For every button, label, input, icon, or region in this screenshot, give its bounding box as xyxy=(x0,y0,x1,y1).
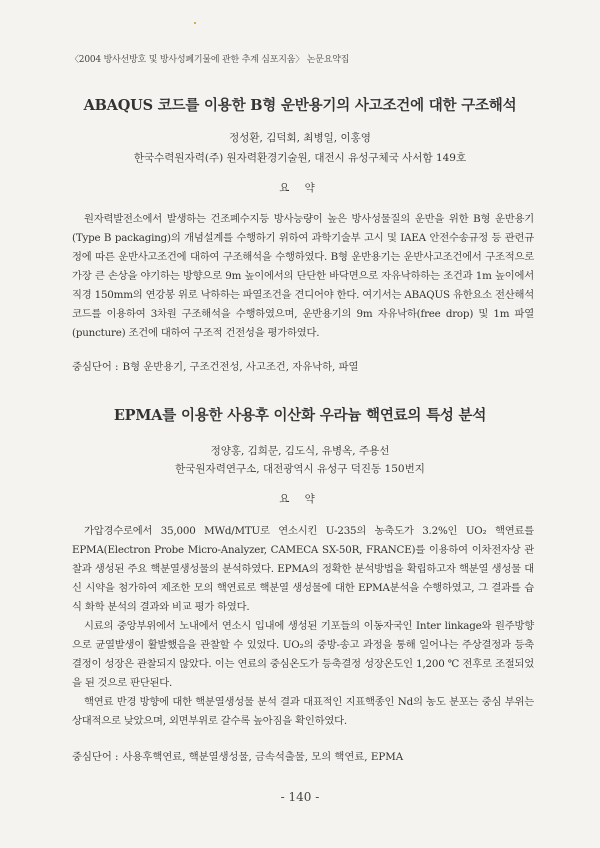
keywords-list: B형 운반용기, 구조건전성, 사고조건, 자유낙하, 파열 xyxy=(122,361,359,373)
article-1-affiliation: 한국수력원자력(주) 원자력환경기술원, 대전시 유성구체국 사서함 149호 xyxy=(133,152,467,164)
keywords-label: 중심단어 : xyxy=(72,751,119,763)
keywords-list: 사용후핵연료, 핵분열생성물, 금속석출물, 모의 핵연료, EPMA xyxy=(122,751,404,763)
article-1-title: ABAQUS 코드를 이용한 B형 운반용기의 사고조건에 대한 구조해석 xyxy=(83,97,517,114)
article-2 xyxy=(0,404,600,425)
article-1-abstract-heading-block xyxy=(0,180,600,195)
article-2-paragraph-2: 시료의 중앙부위에서 노내에서 연소시 입내에 생성된 기포들의 이동자국인 Inter linkage와 원주방향으로 균열발생이 활발했음을 관찰할 수 있었다. UO₂의 중방-송고 과정을 통해 일어나는 주상결정과 등축결정이 성장은 관찰되지 않았다. 이는 연료의 중심온도가 등축결정 성장온도인 1,200 ℃ 전후로 조절되었을 된 것으로 판단된다. xyxy=(72,620,534,689)
article-1-affiliation-block xyxy=(0,150,600,165)
article-2-affiliation-block xyxy=(0,461,600,476)
article-1-authors-block xyxy=(0,130,600,145)
article-2-abstract-heading-block xyxy=(0,491,600,506)
article-2-title: EPMA를 이용한 사용후 이산화 우라늄 핵연료의 특성 분석 xyxy=(113,407,487,424)
article-2-authors: 정양홍, 김희문, 김도식, 유병옥, 주용선 xyxy=(210,445,390,457)
article-2-abstract-heading: 요 약 xyxy=(279,493,321,505)
article-2-abstract xyxy=(72,522,534,731)
page-number: - 140 - xyxy=(280,790,320,804)
article-2-keywords xyxy=(72,748,403,763)
article-2-paragraph-1: 가압경수로에서 35,000 MWd/MTU로 연소시킨 U-235의 농축도가 3.2%인 UO₂ 핵연료를 EPMA(Electron Probe Micro-Analyzer, CAMECA SX-50R, FRANCE)를 이용하여 이차전자상 관찰과 생성된 주요 핵분열생성물의 분석하였다. EPMA의 정확한 분석방법을 확립하고자 핵분열 생성물 대신 시약을 첨가하여 제조한 모의 핵연료로 핵분열 생성물에 대한 EPMA분석을 수행하였고, 그 결과를 습식 화학 분석의 결과와 비교 평가 하였다. xyxy=(72,525,534,613)
article-2-authors-block xyxy=(0,443,600,458)
article-1-keywords xyxy=(72,358,359,373)
running-header: 〈2004 방사선방호 및 방사성폐기물에 관한 추계 심포지움〉 논문요약집 xyxy=(70,55,350,65)
article-1 xyxy=(0,94,600,115)
article-1-paragraph: 원자력발전소에서 발생하는 건조폐수지등 방사능량이 높은 방사성물질의 운반을 위한 B형 운반용기(Type B packaging)의 개념설계를 수행하기 위하여 과학기술부 고시 및 IAEA 안전수송규정 등 관련규정에 따른 운반사고조건에 대하여 구조해석을 수행하였다. B형 운반용기는 운반사고조건에서 구조적으로 가장 큰 손상을 야기하는 방향으로 9m 높이에서의 단단한 바닥면으로 자유낙하하는 조건과 1m 높이에서 직경 150mm의 연강봉 위로 낙하하는 파열조건을 견디어야 한다. 여기서는 ABAQUS 유한요소 전산해석코드를 이용하여 3차원 구조해석을 수행하였으며, 운반용기의 9m 자유낙하(free drop) 및 1m 파열(puncture) 조건에 대하여 구조적 건전성을 평가하였다. xyxy=(72,213,534,339)
article-2-paragraph-3: 핵연료 반경 방향에 대한 핵분열생성물 분석 결과 대표적인 지표핵종인 Nd의 농도 분포는 중심 부위는 상대적으로 낮았으며, 외면부위로 갈수록 높아짐을 확인하였다. xyxy=(72,696,534,727)
article-1-abstract xyxy=(72,210,534,343)
article-1-abstract-heading: 요 약 xyxy=(279,182,321,194)
keywords-label: 중심단어 : xyxy=(72,361,119,373)
scan-speck xyxy=(194,22,196,24)
article-1-authors: 정성환, 김덕회, 최병일, 이홍영 xyxy=(229,132,371,144)
article-2-affiliation: 한국원자력연구소, 대전광역시 유성구 덕진동 150번지 xyxy=(175,463,425,475)
